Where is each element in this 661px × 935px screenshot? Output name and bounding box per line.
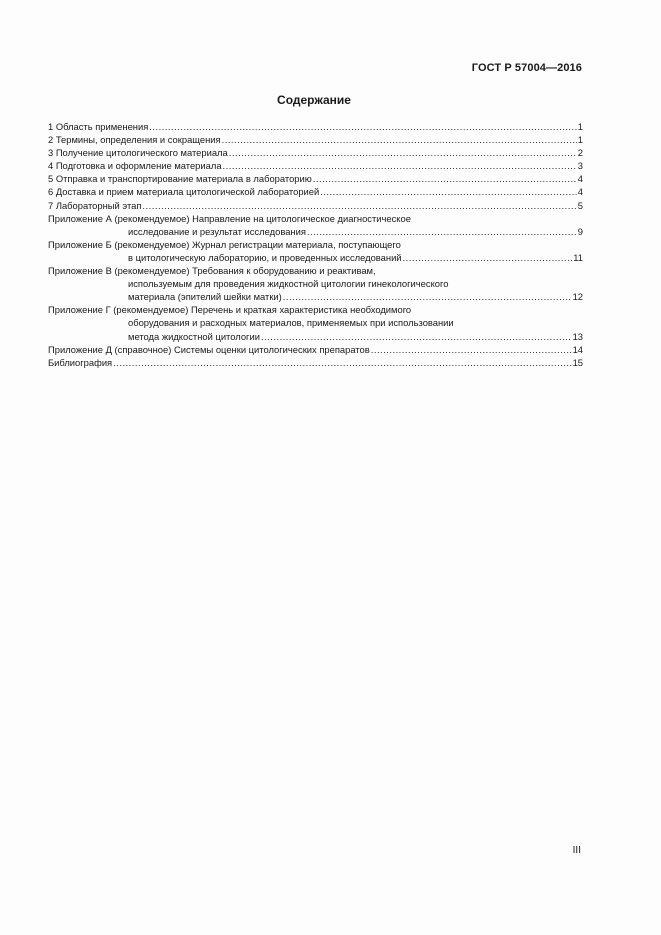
toc-page-number: 2	[577, 147, 583, 159]
toc-entry[interactable]	[48, 146, 583, 159]
toc-page-number: 12	[572, 291, 583, 303]
toc-entry-text: 5 Отправка и транспортирование материала в лабораторию	[48, 173, 312, 185]
toc-entry[interactable]	[48, 159, 583, 172]
toc-leader-dots	[307, 225, 577, 238]
toc-entry-text: Приложение Г (рекомендуемое) Перечень и краткая характеристика необходимого	[48, 304, 412, 316]
toc-entry[interactable]	[48, 120, 583, 133]
toc-entry-text: 3 Получение цитологического материала	[48, 147, 228, 159]
toc-page-number: 4	[577, 186, 583, 198]
toc-entry[interactable]	[48, 212, 583, 238]
toc-leader-dots	[223, 159, 577, 172]
toc-page-number: 9	[577, 225, 583, 237]
toc-entry-line	[48, 264, 583, 277]
toc-page-number: 11	[573, 251, 583, 263]
toc-entry-text: материала (эпителий шейки матки)	[128, 291, 282, 303]
toc-entry-line	[48, 290, 583, 303]
standard-code: ГОСТ Р 57004—2016	[471, 62, 582, 74]
toc-entry[interactable]	[48, 343, 583, 356]
toc-page-number: 5	[577, 199, 583, 211]
toc-entry[interactable]	[48, 238, 583, 264]
table-of-contents	[48, 120, 583, 369]
toc-entry-line	[48, 330, 583, 343]
toc-entry-line	[48, 277, 583, 290]
toc-entry-line	[48, 146, 583, 159]
toc-leader-dots	[222, 133, 577, 146]
toc-entry-text: 6 Доставка и прием материала цитологической лабораторией	[48, 186, 320, 198]
toc-page-number: 1	[577, 121, 583, 132]
toc-entry-line	[48, 356, 583, 369]
page-number: III	[572, 845, 581, 856]
toc-entry-line	[48, 185, 583, 198]
toc-entry-text: Приложение Д (справочное) Системы оценки цитологических препаратов	[48, 343, 370, 355]
toc-entry-line	[48, 199, 583, 212]
toc-entry-line	[48, 120, 583, 133]
toc-page-number: 13	[572, 330, 583, 342]
toc-entry-line	[48, 133, 583, 146]
toc-entry-text: Библиография	[48, 356, 113, 368]
toc-leader-dots	[313, 172, 577, 185]
toc-entry-line	[48, 212, 583, 225]
toc-entry-line	[48, 303, 583, 316]
toc-leader-dots	[142, 199, 576, 212]
toc-entry-line	[48, 343, 583, 356]
toc-entry-text: Приложение В (рекомендуемое) Требования к оборудованию и реактивам,	[48, 265, 376, 277]
toc-entry-text: Приложение А (рекомендуемое) Направление на цитологическое диагностическое	[48, 212, 411, 224]
toc-page-number: 14	[572, 343, 583, 355]
toc-entry[interactable]	[48, 303, 583, 342]
toc-leader-dots	[229, 146, 577, 159]
toc-page-number: 4	[577, 173, 583, 185]
toc-page-number: 1	[577, 134, 583, 146]
toc-entry-text: 7 Лабораторный этап	[48, 199, 142, 211]
toc-page-number: 3	[577, 160, 583, 172]
toc-entry-line	[48, 251, 583, 264]
toc-entry-text: метода жидкостной цитологии	[128, 330, 260, 342]
toc-entry[interactable]	[48, 185, 583, 198]
toc-leader-dots	[403, 251, 573, 264]
toc-entry-text: 1 Область применения	[48, 121, 149, 132]
toc-entry-line	[48, 225, 583, 238]
toc-leader-dots	[149, 120, 576, 133]
toc-entry-text: используемым для проведения жидкостной цитологии гинекологического	[128, 278, 449, 290]
toc-leader-dots	[283, 290, 572, 303]
toc-entry-text: 2 Термины, определения и сокращения	[48, 134, 221, 146]
toc-leader-dots	[320, 185, 577, 198]
toc-entry[interactable]	[48, 264, 583, 303]
toc-entry-line	[48, 159, 583, 172]
toc-leader-dots	[371, 343, 572, 356]
toc-entry[interactable]	[48, 356, 583, 369]
toc-entry-text: исследование и результат исследования	[128, 225, 306, 237]
toc-leader-dots	[261, 330, 572, 343]
toc-page-number: 15	[572, 356, 583, 368]
toc-entry-line	[48, 172, 583, 185]
toc-entry-text: Приложение Б (рекомендуемое) Журнал регистрации материала, поступающего	[48, 238, 401, 250]
toc-entry-text: оборудования и расходных материалов, применяемых при использовании	[128, 317, 454, 329]
toc-entry[interactable]	[48, 199, 583, 212]
toc-entry-text: 4 Подготовка и оформление материала	[48, 160, 222, 172]
toc-entry[interactable]	[48, 172, 583, 185]
toc-leader-dots	[113, 356, 571, 369]
toc-entry[interactable]	[48, 133, 583, 146]
toc-title: Содержание	[277, 93, 351, 107]
toc-entry-text: в цитологическую лабораторию, и проведенных исследований	[128, 251, 402, 263]
toc-entry-line	[48, 238, 583, 251]
toc-entry-line	[48, 316, 583, 329]
